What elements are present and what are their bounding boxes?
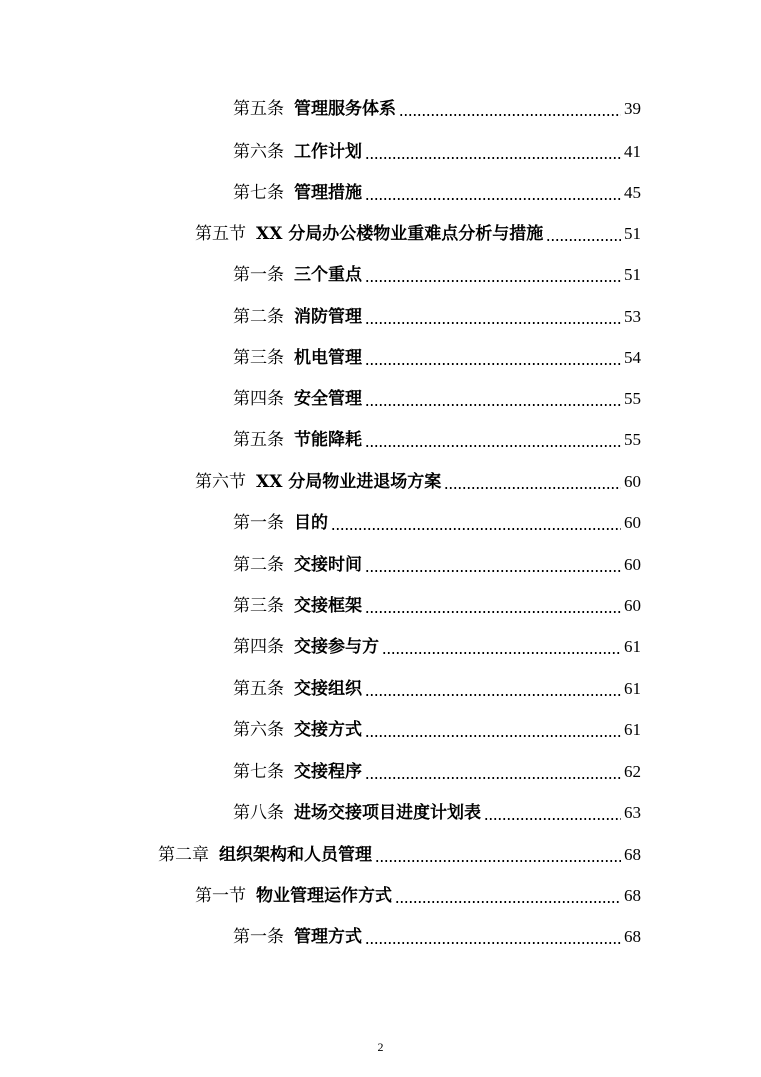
dot-leader [365, 570, 621, 572]
toc-entry-page: 61 [624, 720, 641, 739]
toc-entry-number: 第一节 [195, 886, 246, 906]
toc-entry-title: 组织架构和人员管理 [219, 845, 372, 865]
toc-entry-page: 53 [624, 307, 641, 326]
toc-entry-title: 交接组织 [294, 679, 362, 699]
toc-entry-number: 第七条 [233, 762, 284, 782]
toc-entry-number: 第四条 [233, 389, 284, 409]
toc-entry[interactable] [233, 716, 641, 744]
toc-entry-page: 39 [624, 99, 641, 118]
toc-entry-number: 第二章 [158, 845, 209, 865]
toc-entry-number: 第五条 [233, 679, 284, 699]
toc-entry-page: 68 [624, 845, 641, 864]
dot-leader [382, 652, 621, 654]
toc-entry-title: 交接框架 [294, 596, 362, 616]
dot-leader [365, 777, 621, 779]
toc-entry[interactable] [195, 220, 641, 248]
toc-entry-number: 第一条 [233, 927, 284, 947]
dot-leader [546, 239, 621, 241]
dot-leader [365, 363, 621, 365]
dot-leader [365, 404, 621, 406]
dot-leader [365, 198, 621, 200]
toc-entry[interactable] [233, 95, 641, 123]
toc-entry-title: 三个重点 [294, 265, 362, 285]
toc-entry-page: 68 [624, 927, 641, 946]
toc-entry-title: 目的 [294, 513, 328, 533]
dot-leader [365, 942, 621, 944]
toc-entry-page: 45 [624, 183, 641, 202]
toc-entry-number: 第二条 [233, 307, 284, 327]
toc-entry-page: 60 [624, 596, 641, 615]
toc-entry[interactable] [233, 509, 641, 537]
toc-entry-number: 第二条 [233, 555, 284, 575]
toc-entry-title: 节能降耗 [294, 430, 362, 450]
toc-entry-number: 第五节 [195, 224, 246, 244]
toc-entry-page: 51 [624, 224, 641, 243]
toc-entry-number: 第六条 [233, 142, 284, 162]
toc-entry-number: 第一条 [233, 513, 284, 533]
toc-entry[interactable] [233, 261, 641, 289]
dot-leader [365, 157, 621, 159]
toc-entry-title: 消防管理 [294, 307, 362, 327]
toc-entry[interactable] [233, 551, 641, 579]
toc-entry[interactable] [233, 633, 641, 661]
toc-entry-page: 41 [624, 142, 641, 161]
toc-entry-title: 管理方式 [294, 927, 362, 947]
dot-leader [484, 818, 621, 820]
toc-entry-title: 管理服务体系 [294, 99, 396, 119]
toc-entry-number: 第六节 [195, 472, 246, 492]
toc-entry[interactable] [233, 675, 641, 703]
toc-entry-number: 第八条 [233, 803, 284, 823]
dot-leader [365, 694, 621, 696]
toc-entry-number: 第三条 [233, 348, 284, 368]
toc-entry-number: 第七条 [233, 183, 284, 203]
dot-leader [365, 322, 621, 324]
toc-entry-page: 55 [624, 389, 641, 408]
toc-entry[interactable] [158, 841, 641, 869]
toc-entry-title: 物业管理运作方式 [256, 886, 392, 906]
toc-entry[interactable] [233, 138, 641, 166]
toc-entry[interactable] [233, 426, 641, 454]
toc-entry[interactable] [233, 592, 641, 620]
page-number: 2 [377, 1040, 384, 1054]
toc-entry-title: XX 分局办公楼物业重难点分析与措施 [256, 224, 544, 244]
toc-entry-page: 68 [624, 886, 641, 905]
toc-entry[interactable] [233, 344, 641, 372]
toc-entry[interactable] [233, 758, 641, 786]
toc-entry-title: 交接参与方 [294, 637, 379, 657]
dot-leader [365, 735, 621, 737]
toc-entry[interactable] [233, 385, 641, 413]
toc-entry-page: 60 [624, 472, 641, 491]
toc-entry-number: 第五条 [233, 430, 284, 450]
toc-entry-page: 54 [624, 348, 641, 367]
toc-entry-number: 第五条 [233, 99, 284, 119]
toc-entry-number: 第三条 [233, 596, 284, 616]
toc-entry-title: 交接时间 [294, 555, 362, 575]
toc-entry-page: 51 [624, 265, 641, 284]
toc-entry-title: 机电管理 [294, 348, 362, 368]
toc-entry[interactable] [233, 303, 641, 331]
toc-entry-page: 60 [624, 555, 641, 574]
toc-entry-page: 55 [624, 430, 641, 449]
toc-entry[interactable] [233, 179, 641, 207]
toc-entry-page: 61 [624, 679, 641, 698]
toc-entry-title: 安全管理 [294, 389, 362, 409]
toc-entry[interactable] [195, 468, 641, 496]
toc-entry-number: 第六条 [233, 720, 284, 740]
toc-entry[interactable] [233, 923, 641, 951]
toc-entry-number: 第一条 [233, 265, 284, 285]
dot-leader [395, 901, 621, 903]
toc-entry-title: XX 分局物业进退场方案 [256, 472, 442, 492]
dot-leader [399, 114, 621, 116]
toc-entry-number: 第四条 [233, 637, 284, 657]
dot-leader [365, 445, 621, 447]
toc-entry-title: 交接程序 [294, 762, 362, 782]
toc-entry-title: 管理措施 [294, 183, 362, 203]
dot-leader [365, 280, 621, 282]
toc-entry-page: 60 [624, 513, 641, 532]
toc-entry-title: 工作计划 [294, 142, 362, 162]
dot-leader [375, 860, 621, 862]
toc-entry-page: 61 [624, 637, 641, 656]
toc-entry-page: 63 [624, 803, 641, 822]
toc-entry[interactable] [233, 799, 641, 827]
toc-entry[interactable] [195, 882, 641, 910]
toc-entry-title: 交接方式 [294, 720, 362, 740]
dot-leader [365, 611, 621, 613]
dot-leader [331, 528, 621, 530]
dot-leader [444, 487, 621, 489]
toc-entry-page: 62 [624, 762, 641, 781]
toc-entry-title: 进场交接项目进度计划表 [294, 803, 481, 823]
